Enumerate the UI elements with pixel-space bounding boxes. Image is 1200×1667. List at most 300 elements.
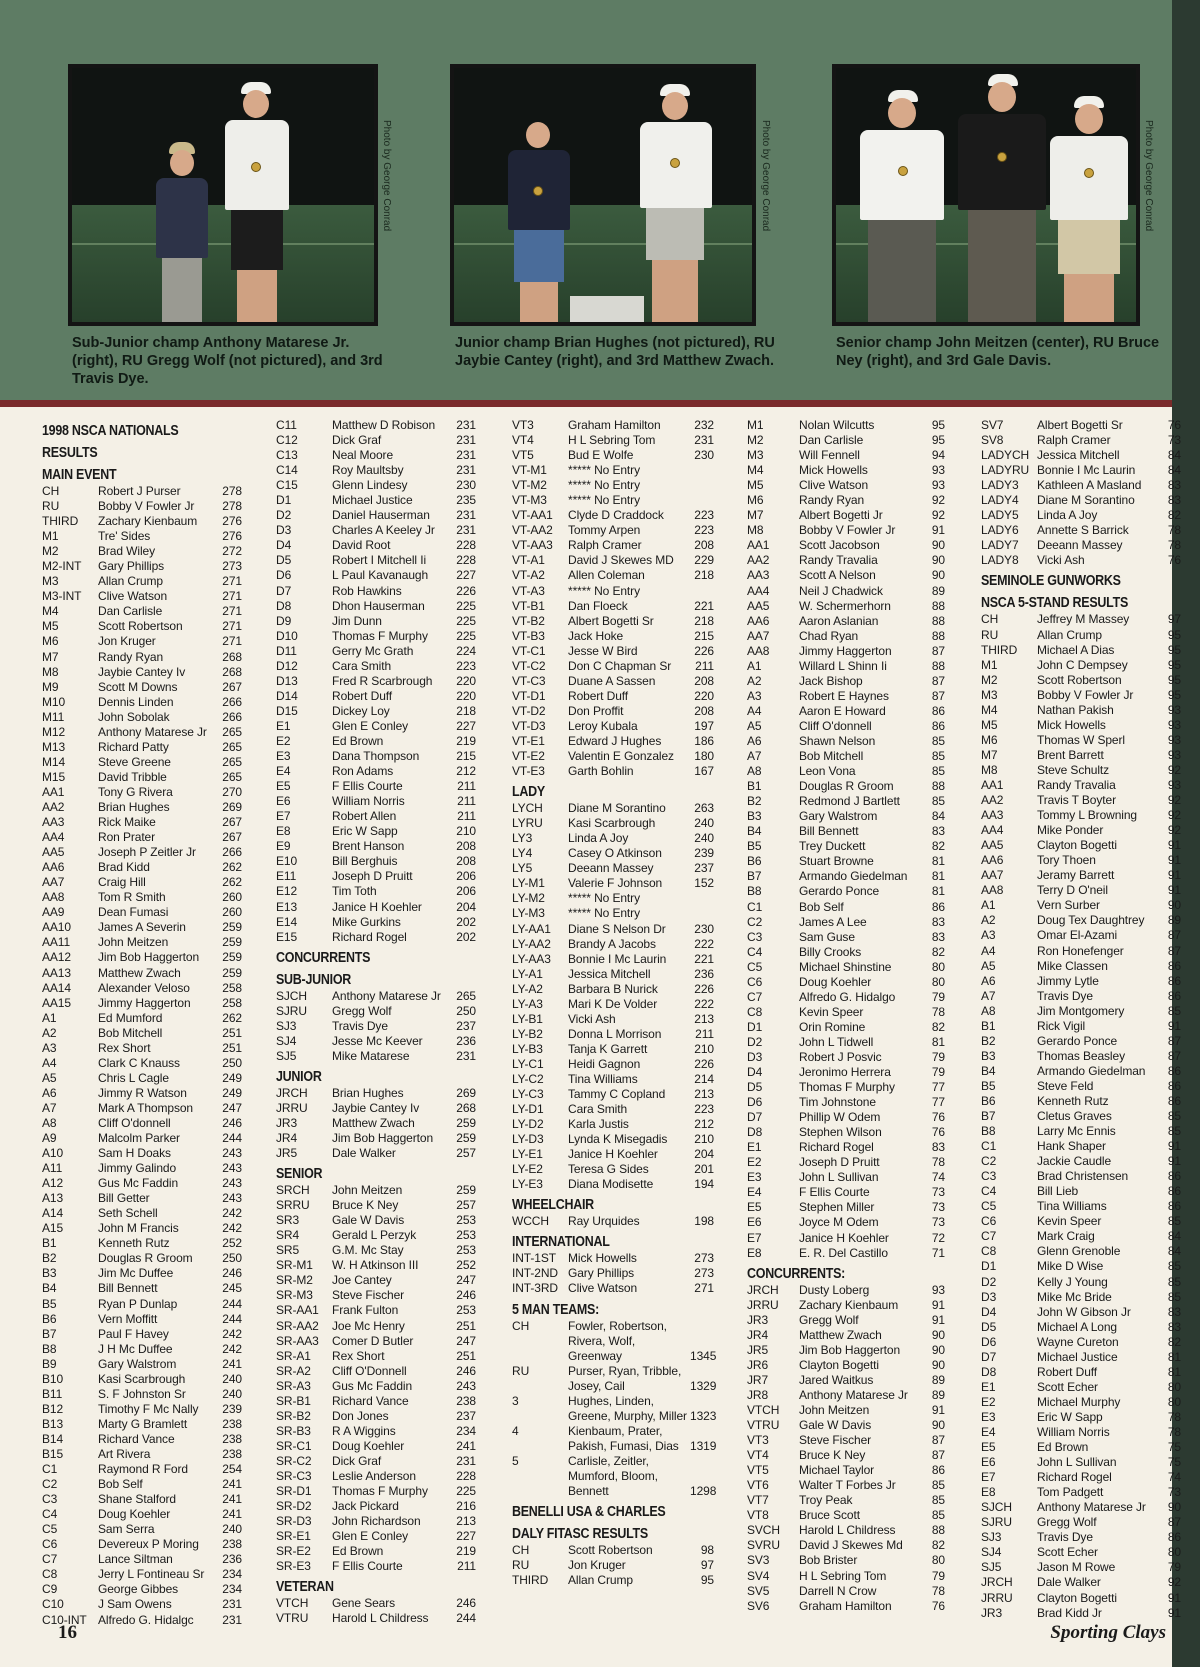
class-code: JR3 xyxy=(981,1605,1003,1620)
shooter-name: Marty G Bramlett xyxy=(98,1416,188,1431)
class-code: D14 xyxy=(276,688,298,703)
class-code: B4 xyxy=(42,1281,57,1296)
shooter-name: Rob Hawkins xyxy=(332,583,402,598)
result-row xyxy=(42,1131,242,1146)
class-code: D1 xyxy=(276,493,292,508)
result-row xyxy=(981,1365,1181,1380)
class-code: AA8 xyxy=(747,643,770,658)
result-row xyxy=(42,996,242,1011)
shooter-name: Kenneth Rutz xyxy=(1037,1093,1109,1108)
shooter-name: ***** No Entry xyxy=(568,463,640,478)
result-row xyxy=(276,779,476,794)
shooter-name: Brent Barrett xyxy=(1037,747,1104,762)
result-row xyxy=(276,659,476,674)
class-code: AA3 xyxy=(747,568,770,583)
photo-credit: Photo by George Conrad xyxy=(381,120,392,232)
score: 251 xyxy=(456,1348,476,1363)
result-row xyxy=(276,1198,476,1213)
shooter-name: Deeann Massey xyxy=(568,861,654,876)
class-code: E6 xyxy=(981,1455,996,1470)
shooter-name: Scott M Downs xyxy=(98,679,178,694)
score: 87 xyxy=(931,643,945,658)
shooter-name: Albert Bogetti Jr xyxy=(799,508,883,523)
shooter-name: Richard Rogel xyxy=(799,1140,874,1155)
result-row xyxy=(42,1086,242,1101)
score: 231 xyxy=(456,448,476,463)
class-code: B8 xyxy=(981,1124,996,1139)
result-row xyxy=(42,1221,242,1236)
class-code: C6 xyxy=(747,974,763,989)
result-row xyxy=(981,898,1181,913)
score: 226 xyxy=(694,643,714,658)
result-row xyxy=(981,418,1181,433)
result-row xyxy=(276,1049,476,1064)
result-row xyxy=(747,1231,945,1246)
score: 236 xyxy=(222,1552,242,1567)
class-code: LYCH xyxy=(512,801,543,816)
result-row xyxy=(42,905,242,920)
shooter-name: Jesse W Bird xyxy=(568,643,638,658)
class-code: AA2 xyxy=(747,553,770,568)
shooter-name: Brandy A Jacobs xyxy=(568,936,656,951)
result-row xyxy=(981,1470,1181,1485)
class-code: A2 xyxy=(42,1025,57,1040)
shooter-name: Dan Carlisle xyxy=(98,604,163,619)
score: 73 xyxy=(1167,433,1181,448)
score: 239 xyxy=(222,1401,242,1416)
class-code: SJ5 xyxy=(981,1560,1002,1575)
result-row xyxy=(276,1303,476,1318)
score: 268 xyxy=(456,1100,476,1115)
result-row xyxy=(276,689,476,704)
shooter-name: Anthony Matarese Jr xyxy=(332,988,441,1003)
class-code: LY-D3 xyxy=(512,1132,544,1147)
shooter-name: Anthony Matarese Jr xyxy=(1037,1500,1146,1515)
result-row xyxy=(42,1312,242,1327)
result-row xyxy=(42,875,242,890)
result-row xyxy=(981,1275,1181,1290)
class-code: SV6 xyxy=(747,1598,770,1613)
shooter-name: Clayton Bogetti xyxy=(799,1357,879,1372)
shooter-name: Tory Thoen xyxy=(1037,853,1096,868)
class-code: E1 xyxy=(276,718,291,733)
result-row xyxy=(981,703,1181,718)
result-row xyxy=(512,599,714,614)
score: 273 xyxy=(694,1251,714,1266)
shooter-name: Michael Taylor xyxy=(799,1463,875,1478)
score: 88 xyxy=(931,613,945,628)
score: 224 xyxy=(456,643,476,658)
score: 80 xyxy=(1167,1394,1181,1409)
score: 85 xyxy=(931,794,945,809)
class-code: AA1 xyxy=(747,538,770,553)
score: 227 xyxy=(456,718,476,733)
class-code: C1 xyxy=(981,1139,997,1154)
score: 220 xyxy=(456,673,476,688)
class-code: B6 xyxy=(42,1311,57,1326)
photo-sub-junior-champions xyxy=(68,64,378,326)
result-row xyxy=(981,1049,1181,1064)
result-row xyxy=(747,1035,945,1050)
shooter-name: Jessica Mitchell xyxy=(568,966,651,981)
score: 211 xyxy=(695,1026,714,1041)
shooter-name: Paul F Havey xyxy=(98,1326,169,1341)
score: 244 xyxy=(222,1296,242,1311)
result-row xyxy=(981,1500,1181,1515)
score: 86 xyxy=(1167,958,1181,973)
score: 87 xyxy=(931,1433,945,1448)
result-row xyxy=(276,418,476,433)
score: 241 xyxy=(222,1492,242,1507)
class-code: D1 xyxy=(747,1019,763,1034)
shooter-name: Douglas R Groom xyxy=(799,779,894,794)
class-code: VT-AA3 xyxy=(512,538,553,553)
shooter-name: Graham Hamilton xyxy=(568,418,661,432)
result-row xyxy=(981,1094,1181,1109)
shooter-name: Gary Phillips xyxy=(98,559,165,574)
class-code: B13 xyxy=(42,1416,64,1431)
score: 92 xyxy=(1167,1575,1181,1590)
result-row xyxy=(276,809,476,824)
result-row xyxy=(42,1402,242,1417)
result-row xyxy=(747,1095,945,1110)
class-code: C7 xyxy=(747,989,763,1004)
shooter-name: Thomas Beasley xyxy=(1037,1048,1125,1063)
class-code: 5 xyxy=(512,1453,519,1468)
class-code: A3 xyxy=(981,928,996,943)
shooter-name: Steve Fischer xyxy=(332,1288,405,1303)
result-row xyxy=(512,1147,714,1162)
class-code: AA5 xyxy=(747,598,770,613)
score: 83 xyxy=(1167,1304,1181,1319)
score: 268 xyxy=(222,664,242,679)
class-code: SR-A1 xyxy=(276,1348,311,1363)
class-code: D7 xyxy=(981,1349,997,1364)
score: 86 xyxy=(1167,1063,1181,1078)
shooter-name: John W Gibson Jr xyxy=(1037,1304,1131,1319)
score: 241 xyxy=(222,1477,242,1492)
shooter-name: Joe Cantey xyxy=(332,1273,392,1288)
class-code: SR-M3 xyxy=(276,1288,313,1303)
shooter-name: Lynda K Misegadis xyxy=(568,1132,668,1147)
class-code: E3 xyxy=(981,1409,996,1424)
result-row xyxy=(276,553,476,568)
result-row xyxy=(747,749,945,764)
shooter-name: Jimmy Galindo xyxy=(98,1161,177,1176)
shooter-name: Steve Feld xyxy=(1037,1078,1094,1093)
shooter-name: Bobby V Fowler Jr xyxy=(799,523,896,538)
score: 221 xyxy=(694,951,714,966)
shooter-name: Gale W Davis xyxy=(799,1418,872,1433)
result-row xyxy=(512,1177,714,1192)
class-code: SV7 xyxy=(981,418,1004,432)
shooter-name: Glenn Lindesy xyxy=(332,478,408,493)
class-code: M6 xyxy=(747,493,764,508)
shooter-name: Fowler, Robertson, Rivera, Wolf, Greenway xyxy=(568,1318,667,1363)
shooter-name: Cara Smith xyxy=(332,658,392,673)
result-row xyxy=(276,1213,476,1228)
result-row xyxy=(42,1327,242,1342)
class-code: E4 xyxy=(981,1425,996,1439)
score: 221 xyxy=(694,598,714,613)
class-code: E3 xyxy=(747,1170,762,1185)
result-row xyxy=(747,1246,945,1261)
class-code: D6 xyxy=(981,1334,997,1349)
class-code: SR-A3 xyxy=(276,1378,311,1393)
result-row xyxy=(747,794,945,809)
class-code: SJCH xyxy=(981,1500,1012,1515)
shooter-name: Lance Siltman xyxy=(98,1552,173,1567)
shooter-name: Steve Schultz xyxy=(1037,762,1110,777)
class-code: VT6 xyxy=(747,1478,769,1493)
score: 90 xyxy=(931,1418,945,1433)
shooter-name: Kathleen A Masland xyxy=(1037,478,1142,493)
score: 81 xyxy=(931,854,945,869)
result-row xyxy=(276,478,476,493)
shooter-name: Clive Watson xyxy=(98,589,168,604)
result-row xyxy=(42,800,242,815)
result-row xyxy=(42,1146,242,1161)
result-row xyxy=(276,1394,476,1409)
class-code: AA15 xyxy=(42,995,71,1010)
score: 95 xyxy=(1167,672,1181,687)
score: 87 xyxy=(931,1448,945,1463)
class-code: LADY7 xyxy=(981,538,1019,553)
result-row xyxy=(981,1199,1181,1214)
shooter-name: Richard Patty xyxy=(98,739,169,754)
class-code: SR-B3 xyxy=(276,1423,311,1438)
result-row xyxy=(276,463,476,478)
shooter-name: Jackie Caudle xyxy=(1037,1154,1112,1169)
result-row xyxy=(512,1012,714,1027)
shooter-name: Sam Serra xyxy=(98,1522,155,1537)
result-row xyxy=(276,629,476,644)
score: 241 xyxy=(456,1438,476,1453)
shooter-name: Redmond J Bartlett xyxy=(799,794,900,809)
class-code: C6 xyxy=(42,1537,58,1552)
class-code: D9 xyxy=(276,613,292,628)
score: 253 xyxy=(456,1243,476,1258)
score: 210 xyxy=(456,824,476,839)
class-code: AA7 xyxy=(42,875,65,890)
shooter-name: Mike D Wise xyxy=(1037,1259,1104,1274)
shooter-name: Terry D O'neil xyxy=(1037,883,1108,898)
class-code: D11 xyxy=(276,643,297,658)
score: 246 xyxy=(222,1115,242,1130)
class-code: VTCH xyxy=(276,1596,309,1611)
result-row xyxy=(42,680,242,695)
class-code: SR-D2 xyxy=(276,1499,312,1514)
class-code: SR-C2 xyxy=(276,1453,312,1468)
shooter-name: Glen E Conley xyxy=(332,718,409,733)
result-row xyxy=(512,508,714,523)
shooter-name: Janice H Koehler xyxy=(799,1230,889,1245)
class-code: B1 xyxy=(42,1236,57,1251)
section-heading: LADY xyxy=(512,784,545,801)
class-code: AA2 xyxy=(42,799,65,814)
class-code: AA5 xyxy=(42,845,65,860)
shooter-name: Willard L Shinn Ii xyxy=(799,658,887,673)
shooter-name: F Ellis Courte xyxy=(332,1559,403,1574)
score: 93 xyxy=(1167,747,1181,762)
shooter-name: Mari K De Volder xyxy=(568,996,658,1011)
score: 91 xyxy=(1167,1139,1181,1154)
score: 251 xyxy=(222,1025,242,1040)
class-code: M2 xyxy=(747,433,764,448)
result-row xyxy=(981,733,1181,748)
class-code: VT-A2 xyxy=(512,568,545,583)
class-code: LY-B1 xyxy=(512,1011,543,1026)
class-code: A1 xyxy=(747,658,762,673)
score: 72 xyxy=(931,1230,945,1245)
shooter-name: Dusty Loberg xyxy=(799,1282,870,1297)
result-row xyxy=(276,824,476,839)
shooter-name: Albert Bogetti Sr xyxy=(1037,418,1123,432)
class-code: JRRU xyxy=(981,1590,1013,1605)
score: 1329 xyxy=(690,1378,717,1393)
class-code: M14 xyxy=(42,754,66,769)
section-heading: JUNIOR xyxy=(276,1068,322,1085)
result-row xyxy=(276,854,476,869)
shooter-name: Darrell N Crow xyxy=(799,1583,877,1598)
class-code: B7 xyxy=(747,869,762,884)
result-row xyxy=(276,764,476,779)
result-row xyxy=(276,1228,476,1243)
class-code: E14 xyxy=(276,914,298,929)
class-code: SRRU xyxy=(276,1198,310,1213)
score: 89 xyxy=(1167,913,1181,928)
shooter-name: Sam H Doaks xyxy=(98,1146,171,1161)
shooter-name: Duane A Sassen xyxy=(568,673,656,688)
score: 265 xyxy=(456,988,476,1003)
shooter-name: Tom R Smith xyxy=(98,890,166,905)
shooter-name: Doug Koehler xyxy=(98,1507,171,1522)
result-row xyxy=(276,704,476,719)
result-row xyxy=(42,1026,242,1041)
shooter-name: Doug Tex Daughtrey xyxy=(1037,913,1145,928)
score: 80 xyxy=(931,1553,945,1568)
score: 231 xyxy=(456,418,476,432)
result-row xyxy=(276,930,476,945)
class-code: D7 xyxy=(747,1110,763,1125)
class-code: JR8 xyxy=(747,1387,769,1402)
class-code: M5 xyxy=(747,478,764,493)
shooter-name: Hughes, Linden, Greene, Murphy, Miller xyxy=(568,1393,687,1423)
score: 87 xyxy=(1167,1515,1181,1530)
score: 246 xyxy=(456,1363,476,1378)
class-code: M3 xyxy=(42,574,59,589)
class-code: C5 xyxy=(747,959,763,974)
score: 241 xyxy=(222,1507,242,1522)
result-row xyxy=(747,1283,945,1298)
score: 234 xyxy=(222,1582,242,1597)
score: 238 xyxy=(222,1416,242,1431)
photo-credit: Photo by George Conrad xyxy=(1143,120,1154,232)
class-code: SR-M1 xyxy=(276,1258,313,1273)
result-row xyxy=(512,1072,714,1087)
score: 90 xyxy=(931,1342,945,1357)
shooter-name: R A Wiggins xyxy=(332,1423,396,1438)
score: 78 xyxy=(931,1004,945,1019)
shooter-name: Clyde D Craddock xyxy=(568,508,664,523)
result-row xyxy=(747,1358,945,1373)
result-row xyxy=(42,890,242,905)
result-row xyxy=(747,553,945,568)
class-code: LY5 xyxy=(512,861,533,876)
class-code: C8 xyxy=(981,1244,997,1259)
result-row xyxy=(981,913,1181,928)
class-code: LY-M1 xyxy=(512,876,545,891)
class-code: D8 xyxy=(981,1364,997,1379)
class-code: LADY6 xyxy=(981,523,1019,538)
class-code: M13 xyxy=(42,739,66,754)
shooter-name: Alexander Veloso xyxy=(98,980,190,995)
result-row xyxy=(276,1086,476,1101)
shooter-name: Hank Shaper xyxy=(1037,1139,1106,1154)
score: 87 xyxy=(1167,928,1181,943)
result-row xyxy=(276,674,476,689)
score: 262 xyxy=(222,1010,242,1025)
shooter-name: Matthew D Robison xyxy=(332,418,436,432)
shooter-name: Matthew Zwach xyxy=(799,1327,882,1342)
class-code: C4 xyxy=(747,944,763,959)
result-row xyxy=(747,1185,945,1200)
score: 244 xyxy=(222,1311,242,1326)
shooter-name: F Ellis Courte xyxy=(332,779,403,794)
score: 240 xyxy=(694,816,714,831)
result-row xyxy=(276,568,476,583)
result-row xyxy=(747,689,945,704)
score: 98 xyxy=(700,1543,714,1558)
result-row xyxy=(512,846,714,861)
class-code: M8 xyxy=(981,762,998,777)
score: 237 xyxy=(456,1408,476,1423)
result-row xyxy=(512,1363,717,1394)
score: 95 xyxy=(931,418,945,432)
class-code: C1 xyxy=(42,1462,58,1477)
score: 253 xyxy=(456,1228,476,1243)
score: 89 xyxy=(931,1372,945,1387)
score: 265 xyxy=(222,769,242,784)
result-row xyxy=(512,937,714,952)
shooter-name: Linda A Joy xyxy=(568,831,629,846)
shooter-name: Will Fennell xyxy=(799,448,860,463)
result-row xyxy=(747,960,945,975)
section-heading: SUB-JUNIOR xyxy=(276,971,352,988)
score: 208 xyxy=(694,673,714,688)
score: 71 xyxy=(931,1245,945,1260)
score: 95 xyxy=(1167,657,1181,672)
class-code: 4 xyxy=(512,1423,519,1438)
shooter-name: Jaybie Cantey Iv xyxy=(332,1100,420,1115)
class-code: LY-A3 xyxy=(512,996,543,1011)
score: 246 xyxy=(456,1288,476,1303)
result-row xyxy=(981,1485,1181,1500)
score: 243 xyxy=(456,1378,476,1393)
score: 226 xyxy=(456,583,476,598)
class-code: B14 xyxy=(42,1431,64,1446)
result-row xyxy=(747,930,945,945)
result-row xyxy=(42,1191,242,1206)
shooter-name: Mark A Thompson xyxy=(98,1100,193,1115)
class-code: C9 xyxy=(42,1582,58,1597)
result-row xyxy=(276,1034,476,1049)
score: 273 xyxy=(222,559,242,574)
result-row xyxy=(747,1523,945,1538)
shooter-name: Scott Robertson xyxy=(568,1543,653,1558)
class-code: SR-AA1 xyxy=(276,1303,319,1318)
score: 80 xyxy=(931,974,945,989)
